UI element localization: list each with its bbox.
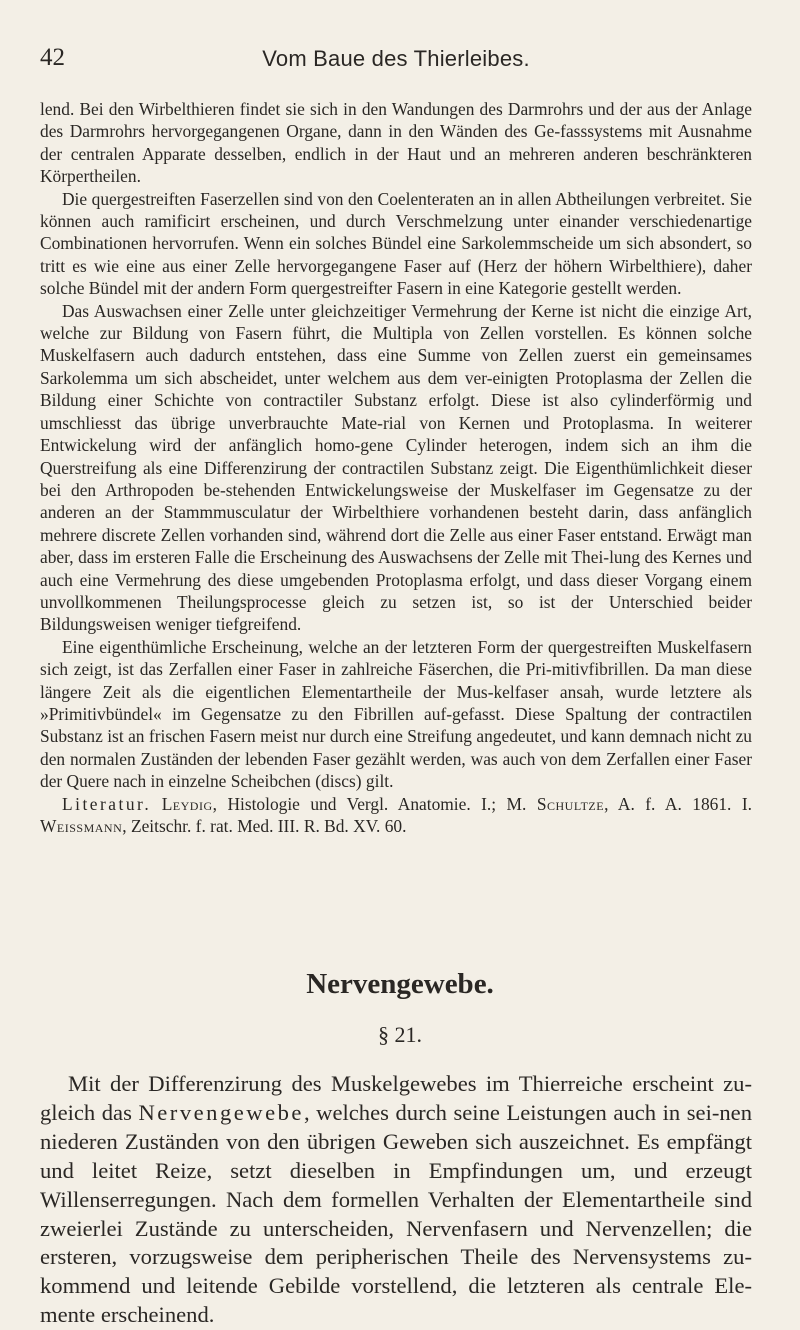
paragraph: Die quergestreiften Faserzellen sind von den Coelenteraten an in allen Abtheilungen verbreitet. Sie können auch ramificirt erscheinen, und durch Verschmelzung unter einander verschiedenartige Combinationen hervorrufen. Wenn ein solches Bündel eine Sarkolemmscheide um sich absondert, so tritt es wie eine aus einer Zelle hervorgegangene Faser auf (Herz der höhern Wirbelthiere), daher solche Bündel mit der andern Form quergestreifter Fasern in eine Kategorie gestellt werden. [40, 188, 752, 299]
paragraph: Das Auswachsen einer Zelle unter gleichzeitiger Vermehrung der Kerne ist nicht die einzige Art, welche zur Bildung von Fasern führt, die Multipla von Zellen vorstellen. Es können solche Muskelfasern auch dadurch entstehen, dass eine Summe von Zellen zuerst ein gemeinsames Sarkolemma um sich abscheidet, unter welchem aus dem ver-einigten Protoplasma der Zellen die Bildung einer Schichte von contractiler Substanz erfolgt. Diese ist also cylinderförmig und umschliesst das übrige unverbrauchte Mate-rial von Kernen und Protoplasma. In weiterer Entwickelung wird der anfänglich homo-gene Cylinder heterogen, indem sich an ihm die Querstreifung als eine Differenzirung der contractilen Substanz zeigt. Die Eigenthümlichkeit dieser bei den Arthropoden be-stehenden Entwickelungsweise der Muskelfaser im Gegensatze zu der anderen an der Stammmusculatur der Wirbelthiere vorhandenen besteht darin, dass anfänglich mehrere discrete Zellen vorhanden sind, während dort die Zelle aus einer Faser entstand. Erwägt man aber, dass im ersteren Falle die Erscheinung des Auswachsens der Zelle mit Thei-lung des Kernes und auch eine Vermehrung des diese umgebenden Protoplasma erfolgt, und dass dieser Vorgang einem unvollkommenen Theilungsprocesse gleich zu setzen ist, so ist der Unterschied beider Bildungsweisen weniger tiefgreifend. [40, 300, 752, 635]
text-run: , welches durch seine Leistungen auch in sei-nen niederen Zuständen von den übrigen Geweben sich auszeichnet. Es empfängt und leitet Reize, setzt dieselben in Empfindungen um, und erzeugt Willenserregungen. Nach dem formellen Verhalten der Elementartheile sind zweierlei Zustände zu unterscheiden, Nervenfasern und Nervenzellen; die ersteren, vorzugsweise dem peripherischen Theile des Nervensystems zu-kommend und leitende Gebilde vorstellend, die letzteren als centrale Ele-mente erscheinend. [40, 1099, 752, 1328]
paragraph: lend. Bei den Wirbelthieren findet sie sich in den Wandungen des Darmrohrs und der aus der Anlage des Darmrohrs hervorgegangenen Organe, dann in den Wänden des Ge-fasssystems mit Ausnahme der centralen Apparate desselben, endlich in der Haut und an mehreren anderen beschränkteren Körpertheilen. [40, 99, 752, 187]
paragraph [40, 1070, 752, 1330]
page-number: 42 [40, 44, 65, 71]
emphasized-term: Nervengewebe [138, 1099, 304, 1125]
author-name: Leydig [161, 793, 213, 814]
running-title: Vom Baue des Thierleibes. [262, 46, 530, 71]
page-header [40, 44, 752, 78]
section-number: § 21. [378, 1022, 422, 1047]
section-heading: Nervengewebe. [306, 968, 494, 1000]
citation-text: , Zeitschr. f. rat. Med. III. R. Bd. XV. 60. [122, 816, 407, 836]
citation-text: , A. f. A. 1861. I. [604, 793, 752, 814]
citation-text: , Histologie und Vergl. Anatomie. I.; M. [212, 793, 527, 814]
literature-label: Literatur. [62, 793, 152, 814]
author-name: Schultze [536, 793, 605, 814]
paragraph: Eine eigenthümliche Erscheinung, welche an der letzteren Form der quergestreiften Muskelfasern sich zeigt, ist das Zerfallen einer Faser in zahlreiche Fäserchen, die Pri-mitivfibrillen. Da man diese längere Zeit als die eigentlichen Elementartheile der Mus-kelfaser ansah, wurde letztere als »Primitivbündel« im Gegensatze zu den Fibrillen auf-gefasst. Diese Spaltung der contractilen Substanz ist an frischen Fasern meist nur durch eine Streifung angedeutet, und kann demnach nicht zu den normalen Zuständen der lebenden Faser gezählt werden, was auch von dem Zerfallen einer Faser der Quere nach in einzelne Scheibchen (discs) gilt. [40, 636, 752, 792]
text-run: Mit der Differenzirung des Muskelgewebes im Thierreiche erscheint zu-gleich das [40, 1071, 752, 1125]
author-name: Weissmann [40, 816, 123, 836]
muskel-text-block [40, 98, 752, 837]
nerven-text-block [40, 1070, 752, 1330]
literature-reference [40, 793, 752, 838]
